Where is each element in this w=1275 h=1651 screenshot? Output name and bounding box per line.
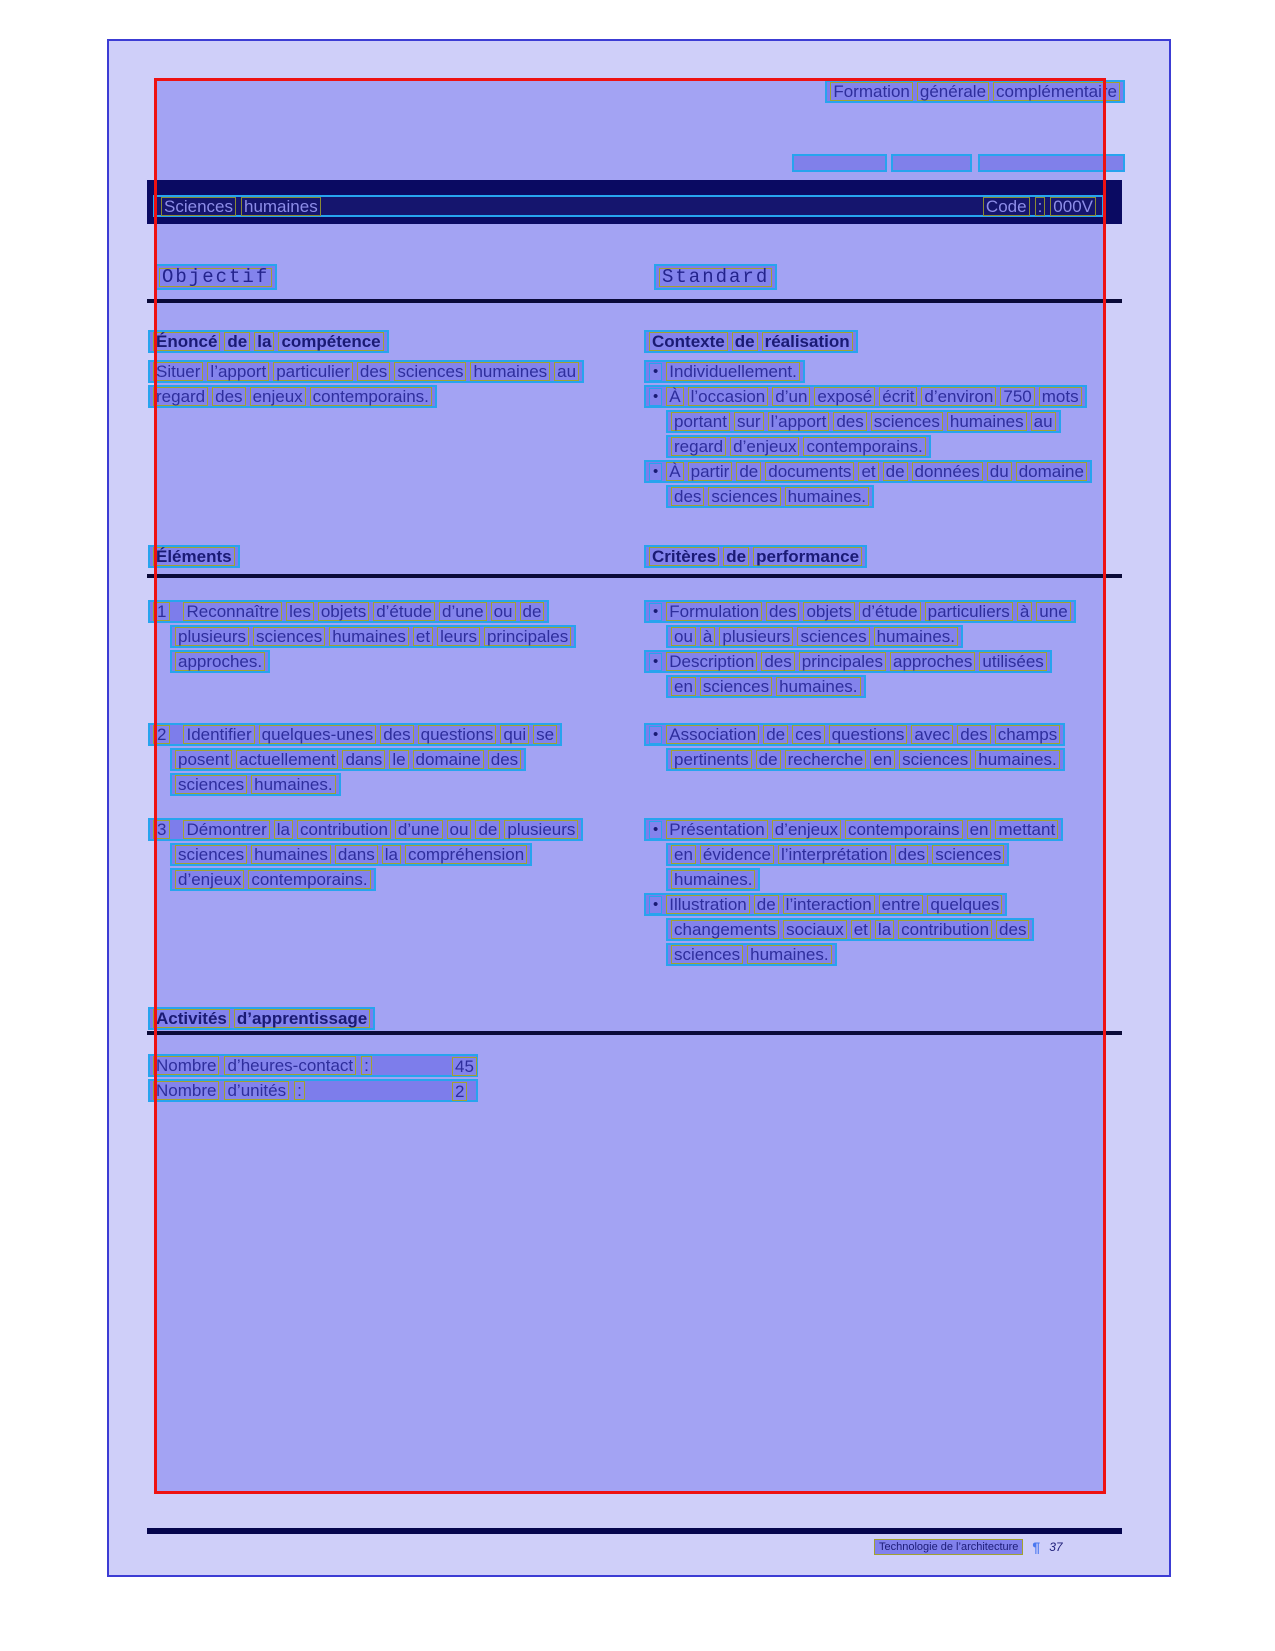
word-box: de [763,725,788,744]
word-box: du [987,462,1012,481]
word-box: domaine [413,750,484,769]
word-box: sciences [899,750,971,769]
word-box: Sciences [161,197,236,216]
word-box: des [761,652,794,671]
word-box: contemporains. [310,387,432,406]
units-row [148,1079,478,1102]
text-line [644,723,1065,746]
word-box: quelques-unes [259,725,377,744]
text-line [666,918,1034,941]
word-box: Éléments [153,547,235,566]
word-box: en [870,750,895,769]
text-line [148,360,584,383]
word-box: des [996,920,1029,939]
word-box: Formation [830,82,913,101]
word-box: humaines. [747,945,831,964]
word-box: questions [418,725,497,744]
word-box: évidence [700,845,774,864]
activites-heading [148,1007,375,1030]
word-box: humaines. [975,750,1059,769]
word-box: d’heures-contact [224,1056,356,1075]
word-box: d’un [772,387,810,406]
word-box: objets [318,602,369,621]
word-box: les [286,602,314,621]
word-box: 750 [1000,387,1034,406]
word-box: Illustration [666,895,749,914]
word-box: et [858,462,878,481]
page [107,39,1171,1577]
word-box: entre [879,895,924,914]
hours-row [148,1054,478,1077]
word-box: une [1036,602,1070,621]
word-box: particuliers [925,602,1013,621]
word-box: des [671,487,704,506]
word-box: sciences [708,487,780,506]
word-box: sciences [700,677,772,696]
word-box: : [294,1081,305,1100]
word-box: humaines [470,362,550,381]
header-right-line [825,80,1125,103]
word-box: la [274,820,293,839]
word-box: contemporains [845,820,963,839]
word-box: en [967,820,992,839]
bullet-icon: • [649,363,662,381]
word-box: : [1035,197,1046,216]
bullet-icon: • [649,463,662,481]
word-box: Code [983,197,1030,216]
word-box: objets [803,602,854,621]
empty-word-box [891,154,972,172]
item-number: 2 [153,725,170,744]
empty-word-box [978,154,1125,172]
word-box: l’interaction [783,895,875,914]
contexte-heading [644,330,858,353]
word-box: en [671,845,696,864]
title-bar-line [153,195,1104,217]
word-box: Identifier [183,725,254,744]
word-box: partir [688,462,733,481]
word-box: contribution [297,820,391,839]
word-box: Énoncé [153,332,220,351]
hours-value: 45 [452,1057,477,1076]
word-box: avec [911,725,953,744]
item-number: 1 [153,602,170,621]
word-box: de [723,547,749,566]
word-box: d’étude [859,602,921,621]
text-line [644,893,1007,916]
bullet-icon: • [649,603,662,621]
word-box: données [912,462,983,481]
word-box: contribution [898,920,992,939]
word-box: ou [671,627,696,646]
word-box: des [488,750,521,769]
word-box: Formulation [666,602,762,621]
word-box: de [520,602,545,621]
word-box: performance [753,547,862,566]
word-box: l’occasion [688,387,769,406]
word-box: Démontrer [183,820,269,839]
bullet-icon: • [649,896,662,914]
text-line [170,748,526,771]
word-box: principales [799,652,886,671]
word-box: humaines [251,845,331,864]
word-box: Nombre [153,1056,219,1075]
word-box: sociaux [783,920,847,939]
units-value: 2 [452,1082,467,1101]
bullet-icon: • [649,388,662,406]
word-box: plusieurs [504,820,578,839]
footer-rule [147,1528,1122,1534]
word-box: approches [890,652,975,671]
divider-line [147,1031,1122,1035]
word-box: d’environ [921,387,996,406]
word-box: compréhension [405,845,527,864]
word-box: Objectif [159,268,272,287]
word-box: réalisation [762,332,853,351]
text-line [170,650,270,673]
word-box: en [671,677,696,696]
text-line [666,868,760,891]
text-line [644,650,1052,673]
word-box: la [875,920,894,939]
word-box: approches. [175,652,265,671]
elements-heading [148,545,240,568]
footer-row [874,1539,1063,1555]
word-box: de [736,462,761,481]
word-box: des [357,362,390,381]
text-line [666,435,931,458]
empty-word-box [792,154,887,172]
text-line [148,723,562,746]
word-box: Contexte [649,332,728,351]
text-line [644,360,805,383]
word-box: d’étude [373,602,435,621]
text-line [644,460,1092,483]
word-box: au [1031,412,1056,431]
word-box: dans [335,845,378,864]
word-box: 000V [1050,197,1096,216]
word-box: des [957,725,990,744]
word-box: humaines. [874,627,958,646]
text-line [666,943,837,966]
word-box: l’interprétation [778,845,891,864]
word-box: de [224,332,250,351]
word-box: actuellement [236,750,338,769]
word-box: posent [175,750,232,769]
word-box: sciences [671,945,743,964]
word-box: la [254,332,274,351]
text-line [170,868,376,891]
word-box: humaines. [251,775,335,794]
word-box: mots [1039,387,1082,406]
text-line [666,843,1009,866]
footer-program-name: Technologie de l’architecture [874,1539,1023,1555]
word-box: qui [500,725,529,744]
word-box: regard [153,387,208,406]
word-box: sciences [175,845,247,864]
word-box: écrit [879,387,917,406]
word-box: sciences [871,412,943,431]
course-title [161,197,321,216]
word-box: domaine [1016,462,1087,481]
word-box: et [851,920,871,939]
bullet-icon: • [649,726,662,744]
word-box: À [666,462,683,481]
word-box: compétence [278,332,383,351]
objectif-header [154,264,277,290]
word-box: générale [917,82,989,101]
word-box: sciences [394,362,466,381]
word-box: humaines. [776,677,860,696]
word-box: d’enjeux [772,820,841,839]
word-box: d’enjeux [730,437,799,456]
word-box: des [766,602,799,621]
word-box: sciences [797,627,869,646]
word-box: regard [671,437,726,456]
criteres-heading [644,545,867,568]
word-box: : [361,1056,372,1075]
hours-label [153,1056,372,1075]
word-box: dans [342,750,385,769]
word-box: d’une [439,602,487,621]
word-box: à [1017,602,1032,621]
word-box: de [756,750,781,769]
word-box: leurs [437,627,480,646]
word-box: humaines. [785,487,869,506]
word-box: humaines [947,412,1027,431]
word-box: de [732,332,758,351]
word-box: Description [666,652,757,671]
item-number: 3 [153,820,170,839]
word-box: Individuellement. [666,362,800,381]
word-box: le [389,750,408,769]
text-line [666,675,866,698]
word-box: recherche [785,750,867,769]
word-box: des [833,412,866,431]
text-line [666,485,874,508]
word-box: plusieurs [175,627,249,646]
word-box: humaines [241,197,321,216]
text-line [644,818,1063,841]
page-number: 37 [1049,1540,1063,1554]
text-line [148,818,583,841]
word-box: humaines [329,627,409,646]
units-label [153,1081,305,1100]
word-box: à [700,627,715,646]
word-box: se [533,725,557,744]
word-box: de [883,462,908,481]
standard-header [654,264,777,290]
word-box: particulier [273,362,353,381]
text-line [148,385,437,408]
word-box: d’unités [224,1081,289,1100]
word-box: Activités [153,1009,230,1028]
text-line [666,625,963,648]
word-box: de [475,820,500,839]
word-box: champs [995,725,1061,744]
divider-line [147,574,1122,578]
text-line [148,600,549,623]
word-box: Reconnaître [183,602,282,621]
word-box: exposé [814,387,875,406]
word-box: documents [765,462,854,481]
text-line [666,748,1065,771]
word-box: quelques [927,895,1002,914]
word-box: au [554,362,579,381]
word-box: Critères [649,547,719,566]
pilcrow-icon: ¶ [1032,1539,1041,1555]
word-box: sur [734,412,764,431]
word-box: des [380,725,413,744]
course-code [983,197,1096,216]
word-box: utilisées [979,652,1046,671]
word-box: plusieurs [719,627,793,646]
word-box: principales [484,627,571,646]
word-box: de [754,895,779,914]
text-line [170,843,532,866]
word-box: des [895,845,928,864]
word-box: mettant [995,820,1058,839]
word-box: contemporains. [248,870,370,889]
word-box: complémentaire [993,82,1120,101]
word-box: Situer [153,362,203,381]
bullet-icon: • [649,653,662,671]
text-line [170,773,341,796]
word-box: d’apprentissage [234,1009,370,1028]
word-box: enjeux [250,387,306,406]
word-box: d’une [395,820,443,839]
text-line [644,385,1087,408]
text-line [644,600,1076,623]
competence-heading [148,330,389,353]
word-box: À [666,387,683,406]
word-box: Standard [659,268,772,287]
word-box: et [413,627,433,646]
bullet-icon: • [649,821,662,839]
word-box: Association [666,725,759,744]
word-box: la [382,845,401,864]
divider-line [147,299,1122,303]
word-box: portant [671,412,730,431]
word-box: d’enjeux [175,870,244,889]
title-bar [147,180,1122,224]
word-box: des [212,387,245,406]
word-box: sciences [253,627,325,646]
word-box: Nombre [153,1081,219,1100]
word-box: ou [491,602,516,621]
word-box: ces [792,725,824,744]
text-line [170,625,576,648]
word-box: pertinents [671,750,752,769]
word-box: l’apport [768,412,830,431]
word-box: changements [671,920,779,939]
word-box: ou [447,820,472,839]
text-line [666,410,1061,433]
word-box: contemporains. [803,437,925,456]
word-box: sciences [932,845,1004,864]
word-box: Présentation [666,820,767,839]
word-box: sciences [175,775,247,794]
word-box: humaines. [671,870,755,889]
word-box: l’apport [207,362,269,381]
word-box: questions [829,725,908,744]
